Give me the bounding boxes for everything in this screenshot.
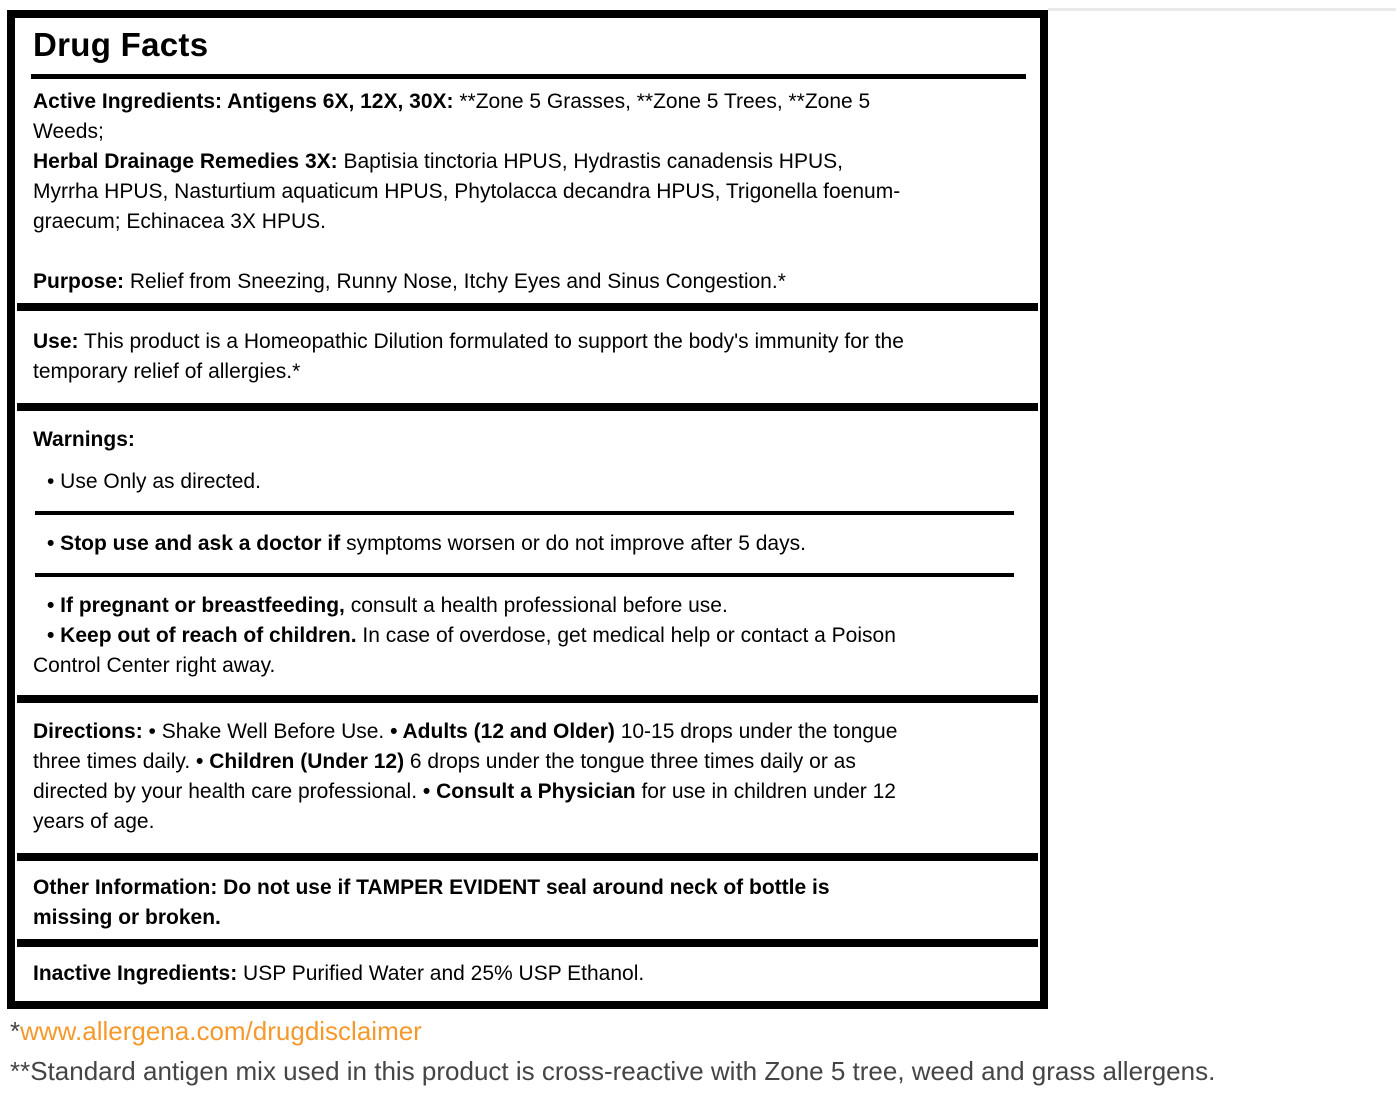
- text-line: [33, 747, 1024, 777]
- sections: [17, 79, 1038, 1001]
- text-segment: • Stop use and ask a doctor if: [47, 532, 341, 555]
- blank-line: [33, 237, 1024, 267]
- text-segment: Purpose:: [33, 270, 125, 293]
- warning-divider: [35, 573, 1014, 577]
- disclaimer-line: [10, 1014, 1215, 1048]
- text-line: [33, 591, 1024, 621]
- drug-facts-panel: [7, 10, 1048, 1009]
- text-segment: Baptisia tinctoria HPUS, Hydrastis canadensis HPUS,: [337, 150, 843, 173]
- text-segment: Active Ingredients: Antigens 6X, 12X, 30X:: [33, 90, 454, 113]
- footnote-asterisk: *: [10, 1016, 21, 1046]
- text-line: [33, 147, 1024, 177]
- text-segment: for use in children under 12: [635, 780, 896, 803]
- text-line: [33, 177, 1024, 207]
- text-line: [33, 467, 1024, 497]
- text-line: [33, 777, 1024, 807]
- text-segment: graecum; Echinacea 3X HPUS.: [33, 210, 326, 233]
- text-line: [33, 117, 1024, 147]
- text-segment: Other Information: Do not use if TAMPER EVIDENT seal around neck of bottle is: [33, 876, 830, 899]
- text-segment: symptoms worsen or do not improve after 5 days.: [340, 532, 806, 555]
- text-segment: Weeds;: [33, 120, 104, 143]
- text-segment: • If pregnant or breastfeeding,: [47, 594, 345, 617]
- text-segment: • Use Only as directed.: [47, 470, 261, 493]
- text-line: [33, 425, 1024, 455]
- text-segment: • Adults (12 and Older): [390, 720, 615, 743]
- text-segment: Warnings:: [33, 428, 135, 451]
- text-segment: **Zone 5 Grasses, **Zone 5 Trees, **Zone 5: [453, 90, 871, 113]
- disclaimer-link[interactable]: www.allergena.com/drugdisclaimer: [20, 1016, 422, 1046]
- text-segment: missing or broken.: [33, 906, 221, 929]
- text-line: [33, 807, 1024, 837]
- text-segment: Relief from Sneezing, Runny Nose, Itchy Eyes and Sinus Congestion.*: [124, 270, 786, 293]
- text-line: [33, 267, 1024, 297]
- text-line: [33, 621, 1024, 651]
- section-directions: [17, 695, 1038, 853]
- text-segment: three times daily.: [33, 750, 197, 773]
- top-right-divider: [1048, 8, 1396, 11]
- text-segment: 10-15 drops under the tongue: [614, 720, 898, 743]
- text-segment: Herbal Drainage Remedies 3X:: [33, 150, 338, 173]
- text-line: [33, 357, 1024, 387]
- text-segment: In case of overdose, get medical help or contact a Poison: [356, 624, 896, 647]
- text-segment: • Children (Under 12): [196, 750, 405, 773]
- footer: [10, 1014, 1215, 1088]
- text-segment: Use:: [33, 330, 79, 353]
- cross-reactive-note: **Standard antigen mix used in this product is cross-reactive with Zone 5 tree, weed and grass allergens.: [10, 1056, 1216, 1086]
- text-line: [33, 873, 1024, 903]
- section-warnings: [17, 403, 1038, 695]
- warning-divider: [35, 511, 1014, 515]
- section-active-ingredients-purpose: [17, 79, 1038, 303]
- drug-facts-title: Drug Facts: [33, 26, 209, 63]
- text-segment: Control Center right away.: [33, 654, 276, 677]
- text-segment: This product is a Homeopathic Dilution formulated to support the body's immunity for the: [78, 330, 904, 353]
- text-segment: Myrrha HPUS, Nasturtium aquaticum HPUS, Phytolacca decandra HPUS, Trigonella foenum-: [33, 180, 901, 203]
- text-segment: temporary relief of allergies.*: [33, 360, 301, 383]
- section-other-information: [17, 853, 1038, 939]
- text-segment: Inactive Ingredients:: [33, 962, 238, 985]
- text-segment: USP Purified Water and 25% USP Ethanol.: [237, 962, 645, 985]
- section-use: [17, 303, 1038, 403]
- text-line: [33, 903, 1024, 933]
- section-inactive-ingredients: [17, 939, 1038, 1001]
- text-line: [33, 327, 1024, 357]
- text-segment: consult a health professional before use.: [344, 594, 728, 617]
- text-line: [33, 959, 1024, 989]
- text-segment: Directions:: [33, 720, 143, 743]
- text-segment: • Shake Well Before Use.: [142, 720, 391, 743]
- text-segment: • Keep out of reach of children.: [47, 624, 357, 647]
- text-segment: directed by your health care professional.: [33, 780, 423, 803]
- text-line: [33, 87, 1024, 117]
- text-line: [33, 529, 1024, 559]
- text-segment: 6 drops under the tongue three times daily or as: [404, 750, 856, 773]
- text-line: [33, 651, 1024, 681]
- text-segment: years of age.: [33, 810, 155, 833]
- text-line: [33, 207, 1024, 237]
- text-line: [33, 717, 1024, 747]
- text-segment: • Consult a Physician: [422, 780, 636, 803]
